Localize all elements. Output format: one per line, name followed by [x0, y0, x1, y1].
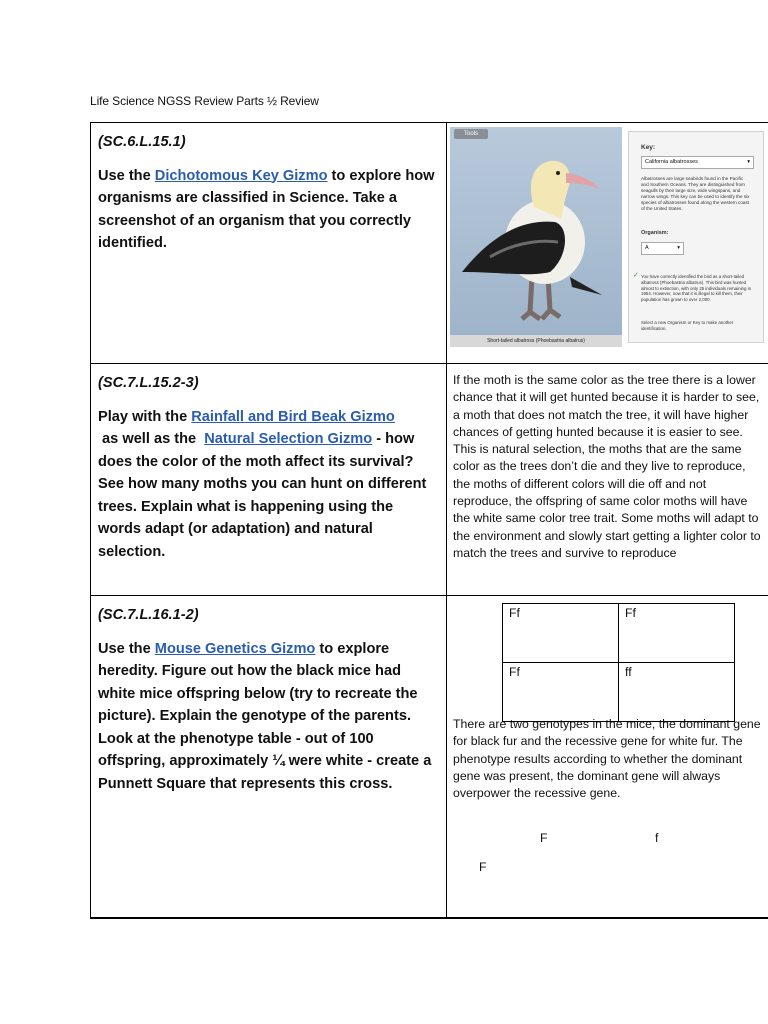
allele-label: f [655, 831, 659, 845]
key-select[interactable]: California albatrosses ▾ [641, 156, 754, 169]
allele-label: F [479, 860, 487, 874]
gizmo-screenshot [450, 127, 764, 347]
question-cell [91, 364, 447, 596]
key-panel [628, 131, 764, 343]
chevron-down-icon: ▾ [747, 159, 750, 165]
image-caption: Short-tailed albatross (Phoebastria albatrus) [450, 335, 622, 347]
question-cell [91, 123, 447, 364]
punnett-cell: Ff [503, 663, 619, 722]
standard-code: (SC.6.L.15.1) [98, 134, 186, 150]
table-row [91, 364, 768, 596]
standard-code: (SC.7.L.15.2-3) [98, 375, 199, 391]
rainfall-bird-beak-gizmo-link[interactable]: Rainfall and Bird Beak Gizmo [191, 408, 395, 425]
organism-select[interactable]: A ▾ [641, 242, 684, 255]
chevron-down-icon: ▾ [677, 245, 680, 251]
natural-selection-gizmo-link[interactable]: Natural Selection Gizmo [204, 431, 373, 447]
allele-label: F [540, 831, 548, 845]
key-description: Albatrosses are large seabirds found in the Pacific and Southern Oceans. They are distinguished from seagulls by their large size, wide wingspans, and narrow wings. This key can be used to identify the six species of albatrosses found along the western coast of the United States. [641, 176, 750, 211]
answer-text: If the moth is the same color as the tree there is a lower chance that it will get hunted because it is harder to see, a moth that does not match the tree, it will have higher chances of getting hunted because it is easier to see. This is natural selection, the moths that are the same color as the trees don’t die and they live to reproduce, the moths of different colors will die off and not reproduce, the offspring of same color moths will have the white same color tree trait. Some moths will adapt to the environment and slowly start getting a lighter color to match the trees and survive to reproduce [453, 373, 761, 560]
question-text: Use the Dichotomous Key Gizmo to explore how organisms are classified in Science. Take a screenshot of an organism that you correctly identified. [98, 167, 435, 251]
mouse-genetics-gizmo-link[interactable]: Mouse Genetics Gizmo [154, 640, 316, 657]
punnett-square [502, 603, 735, 722]
check-icon: ✓ [633, 272, 639, 279]
organism-label: Organism: [641, 230, 669, 236]
answer-text: There are two genotypes in the mice, the dominant gene for black fur and the recessive gene for white fur. The phenotype results according to whether the dominant gene was present, the dominant gene will always overpower the recessive gene. [453, 717, 761, 801]
question-text: Use the Mouse Genetics Gizmo to explore heredity. Figure out how the black mice had white mice offspring below (try to recreate the picture). Explain the genotype of the parents. Look at the phenotype table - out of 100 offspring, approximately ¼ were white - create a Punnett Square that represents this cross. [98, 640, 432, 792]
question-cell [91, 596, 447, 918]
result-text: You have correctly identified the bird as a short-tailed albatross (Phoebastria albatrus). This bird was hunted almost to extinction, with only 25 individuals remaining in 1954. However, now that it is illegal to kill them, their population has grown to over 2,000. [641, 274, 752, 303]
answer-cell [447, 364, 768, 596]
punnett-cell: ff [619, 663, 735, 722]
dichotomous-key-gizmo-link[interactable]: Dichotomous Key Gizmo [154, 167, 328, 184]
bird-image-background [450, 127, 622, 347]
albatross-illustration [450, 127, 622, 337]
question-text: Play with the Rainfall and Bird Beak Gizmo as well as the Natural Selection Gizmo - how does the color of the moth affect its survival? See how many moths you can hunt on different trees. Explain what is happening using the words adapt (or adaptation) and natural selection. [98, 408, 427, 560]
document-header: Life Science NGSS Review Parts ½ Review [90, 94, 319, 108]
select-hint: Select a new Organism or Key to make another identification. [641, 320, 734, 331]
punnett-cell: Ff [619, 604, 735, 663]
standard-code: (SC.7.L.16.1-2) [98, 607, 199, 623]
key-label: Key: [641, 144, 656, 151]
tools-button[interactable]: Tools [454, 129, 488, 139]
punnett-cell: Ff [503, 604, 619, 663]
